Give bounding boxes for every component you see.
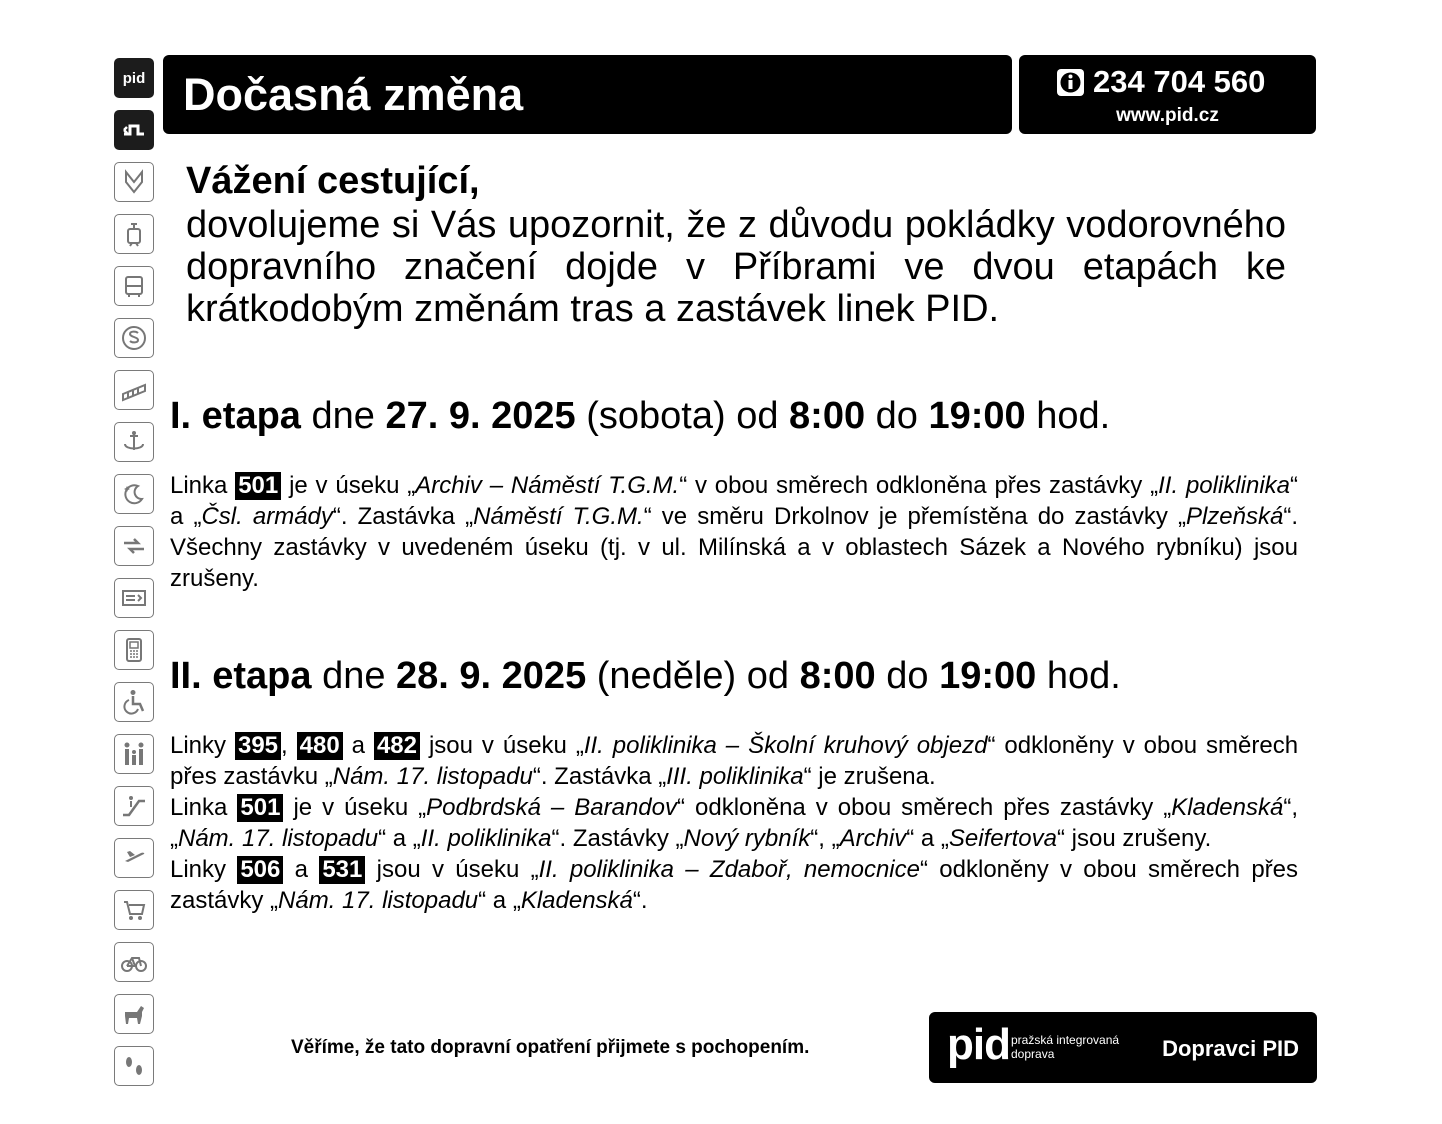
stop-name: Nám. 17. listopadu bbox=[278, 887, 479, 914]
text: Linky bbox=[170, 732, 235, 759]
website-link[interactable]: www.pid.cz bbox=[1116, 105, 1219, 126]
stop-name: Podbrdská – Barandov bbox=[426, 794, 678, 821]
text: “ a „ bbox=[478, 887, 521, 914]
dog-icon bbox=[114, 994, 154, 1034]
stage2-do: do bbox=[886, 655, 929, 697]
stage1-heading bbox=[170, 394, 1110, 438]
stage2-od: od bbox=[746, 655, 790, 697]
text: “. Zastávka „ bbox=[532, 763, 667, 790]
info-box bbox=[1019, 55, 1316, 134]
text: “. Zastávka „ bbox=[332, 503, 474, 530]
text: “ ve směru Drkolnov je přemístěna do zastávky „ bbox=[643, 503, 1186, 530]
footsteps-icon bbox=[114, 1046, 154, 1086]
text: “ odkloněny v obou směrech přes zastávku „ bbox=[170, 732, 1299, 790]
stage1-do: do bbox=[875, 395, 918, 437]
stop-name: II. poliklinika – Zdaboř, nemocnice bbox=[538, 856, 920, 883]
text: “ jsou zrušeny. bbox=[1056, 825, 1212, 852]
text: “. bbox=[632, 887, 648, 914]
stop-name: Nový rybník bbox=[683, 825, 811, 852]
footer-brand-box bbox=[929, 1012, 1317, 1083]
text: “ odkloněna v obou směrech přes zastávky „ bbox=[677, 794, 1172, 821]
stage1-day: (sobota) bbox=[586, 395, 726, 437]
metro-icon bbox=[114, 162, 154, 202]
text: Linka bbox=[170, 794, 238, 821]
text: “, „ bbox=[170, 794, 1299, 852]
text: “ a „ bbox=[906, 825, 949, 852]
stage2-label: II. etapa bbox=[170, 655, 312, 697]
stage1-date: 27. 9. 2025 bbox=[385, 395, 576, 437]
ticket-icon bbox=[114, 578, 154, 618]
stage1-from: 8:00 bbox=[789, 395, 866, 437]
line-badge-531: 531 bbox=[319, 856, 365, 884]
intro bbox=[186, 158, 1286, 330]
line-badge-506: 506 bbox=[237, 856, 283, 884]
stage2-day: (neděle) bbox=[596, 655, 737, 697]
stage2-date: 28. 9. 2025 bbox=[396, 655, 587, 697]
stage1-label: I. etapa bbox=[170, 395, 301, 437]
night-icon bbox=[114, 474, 154, 514]
stage2-from: 8:00 bbox=[799, 655, 876, 697]
text: “, „ bbox=[810, 825, 840, 852]
bicycle-icon bbox=[114, 942, 154, 982]
tram-icon bbox=[114, 214, 154, 254]
text: Linka bbox=[170, 472, 236, 499]
stop-name: II. poliklinika bbox=[420, 825, 552, 852]
funicular-icon bbox=[114, 370, 154, 410]
bus-icon bbox=[114, 266, 154, 306]
intro-text: dovolujeme si Vás upozornit, že z důvodu pokládky vodorovného dopravního značení dojde v Příbrami ve dvou etapách ke krátkodobým změnám tras a zastávek linek PID. bbox=[186, 204, 1286, 330]
stage2-paragraph-b bbox=[170, 792, 1298, 854]
title-bar bbox=[163, 55, 1012, 134]
family-icon bbox=[114, 734, 154, 774]
text: “ a „ bbox=[378, 825, 421, 852]
stop-name: Seifertova bbox=[948, 825, 1057, 852]
stage1-dne: dne bbox=[311, 395, 375, 437]
text: “ odkloněny v obou směrech přes zastávky „ bbox=[170, 856, 1298, 914]
text: a bbox=[283, 856, 320, 883]
stage1-paragraph bbox=[170, 470, 1298, 594]
text: a bbox=[342, 732, 374, 759]
text: “. Zastávky „ bbox=[551, 825, 684, 852]
stop-name: Plzeňská bbox=[1185, 503, 1284, 530]
stage2-dne: dne bbox=[322, 655, 386, 697]
wheelchair-icon bbox=[114, 682, 154, 722]
info-icon bbox=[1057, 69, 1084, 96]
stage2-to: 19:00 bbox=[939, 655, 1037, 697]
line-badge-482: 482 bbox=[374, 732, 420, 760]
stop-name: Náměstí T.G.M. bbox=[473, 503, 644, 530]
stage2-paragraph-a bbox=[170, 730, 1298, 792]
carriers-label: Dopravci PID bbox=[1162, 1036, 1299, 1061]
bus-stop-icon bbox=[114, 110, 154, 150]
text: “ je zrušena. bbox=[803, 763, 936, 790]
stage2-text bbox=[170, 730, 1298, 916]
text: “. Všechny zastávky v uvedeném úseku (tj. v ul. Milínská a v oblastech Sázek a Nového rybníku) jsou zrušeny. bbox=[170, 503, 1298, 592]
train-icon bbox=[114, 318, 154, 358]
stop-name: Archiv – Náměstí T.G.M. bbox=[415, 472, 680, 499]
airport-icon bbox=[114, 838, 154, 878]
greeting: Vážení cestující, bbox=[186, 160, 480, 202]
phone-number: 234 704 560 bbox=[1093, 64, 1266, 99]
stop-name: Čsl. armády bbox=[201, 503, 333, 530]
stage1-od: od bbox=[736, 395, 779, 437]
text: Linky bbox=[170, 856, 238, 883]
stage1-text bbox=[170, 470, 1298, 594]
pid-logo-subtitle: pražská integrovaná doprava bbox=[1011, 1033, 1120, 1061]
stop-name: II. poliklinika – Školní kruhový objezd bbox=[583, 732, 988, 759]
escalator-icon bbox=[114, 786, 154, 826]
ferry-icon bbox=[114, 422, 154, 462]
stage2-hod: hod. bbox=[1046, 655, 1121, 697]
closing-text: Věříme, že tato dopravní opatření přijmete s pochopením. bbox=[291, 1037, 810, 1058]
stop-name: Archiv bbox=[839, 825, 907, 852]
page-title: Dočasná změna bbox=[183, 69, 524, 120]
text: “ v obou směrech odkloněna přes zastávky „ bbox=[679, 472, 1159, 499]
text: jsou v úseku „ bbox=[420, 732, 584, 759]
text: je v úseku „ bbox=[283, 794, 427, 821]
text: “ a „ bbox=[170, 472, 1298, 530]
stop-name: Kladenská bbox=[1171, 794, 1284, 821]
stage2-paragraph-c bbox=[170, 854, 1298, 916]
pid-logo: pid bbox=[947, 1020, 1010, 1069]
pid-logo-icon: pid bbox=[114, 58, 154, 98]
stop-name: III. poliklinika bbox=[666, 763, 804, 790]
text: je v úseku „ bbox=[281, 472, 416, 499]
stop-name: II. poliklinika bbox=[1158, 472, 1290, 499]
stage1-to: 19:00 bbox=[928, 395, 1026, 437]
stage1-hod: hod. bbox=[1036, 395, 1111, 437]
text: jsou v úseku „ bbox=[365, 856, 539, 883]
stop-name: Nám. 17. listopadu bbox=[332, 763, 533, 790]
stop-name: Nám. 17. listopadu bbox=[178, 825, 379, 852]
line-badge-480: 480 bbox=[297, 732, 343, 760]
info-phone bbox=[1057, 64, 1265, 100]
stage2-heading bbox=[170, 654, 1121, 698]
text: , bbox=[281, 732, 297, 759]
line-badge-501: 501 bbox=[237, 794, 283, 822]
transfer-icon bbox=[114, 526, 154, 566]
payment-terminal-icon bbox=[114, 630, 154, 670]
line-badge-501: 501 bbox=[235, 472, 281, 500]
line-badge-395: 395 bbox=[235, 732, 281, 760]
stop-name: Kladenská bbox=[520, 887, 633, 914]
pram-icon bbox=[114, 890, 154, 930]
